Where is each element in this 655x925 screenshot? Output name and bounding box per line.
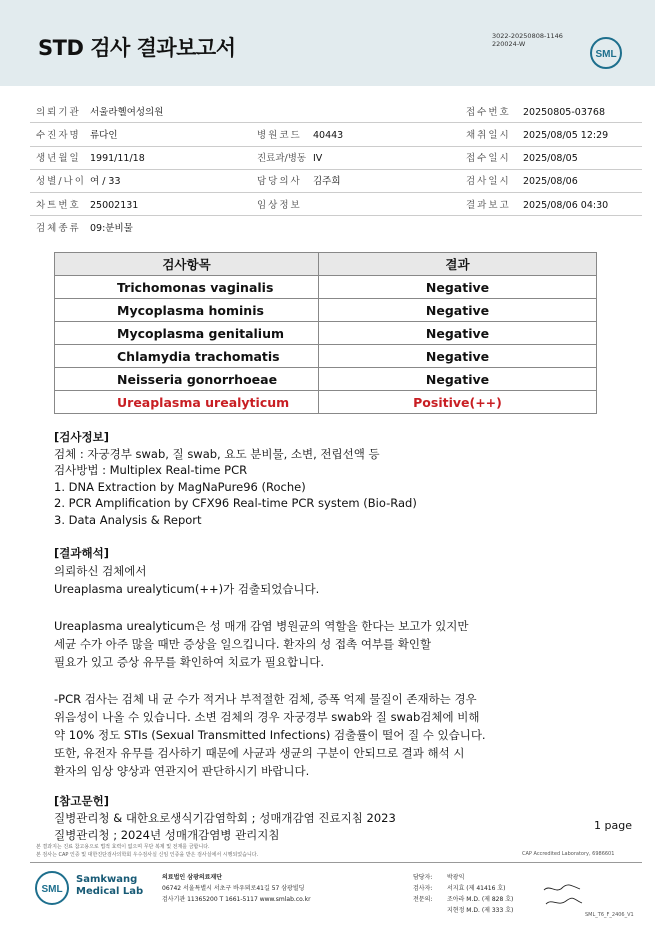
cap-accreditation: CAP Accredited Laboratory, 6986601 <box>522 851 615 857</box>
name-label: 수진자명 <box>36 130 81 141</box>
address-line: 06742 서울특별시 서초구 바우뫼로41길 57 삼광빌딩 <box>162 885 305 892</box>
test-item: Ureaplasma urealyticum <box>55 391 319 414</box>
doctor-value: 김주희 <box>313 176 341 187</box>
column-header-result: 결과 <box>319 253 597 276</box>
staff-row: 전문의: 조아라 M.D. (제 828 호) <box>413 896 514 903</box>
ward-code-label: 병원코드 <box>257 130 302 141</box>
staff-list <box>413 872 513 916</box>
reference-line: 질병관리청 ; 2024년 성매개감염병 관리지침 <box>54 828 280 842</box>
test-info-line: 검사방법 : Multiplex Real-time PCR <box>54 463 248 477</box>
doctor-label: 담당의사 <box>257 176 302 187</box>
divider <box>30 146 642 147</box>
signature-image <box>540 880 586 910</box>
test-item: Chlamydia trachomatis <box>55 345 319 368</box>
institution-value: 서울라헬여성의원 <box>90 107 164 118</box>
report-title: STD 검사 결과보고서 <box>38 36 236 60</box>
interpretation-line: 환자의 임상 양상과 연관지어 판단하시기 바랍니다. <box>54 764 310 779</box>
test-result: Positive(++) <box>319 391 597 414</box>
disclaimer-2: 본 검사는 CAP 인증 및 대한진단검사의학회 우수검사실 신임 인증을 받은 검사실에서 시행되었습니다. <box>36 852 259 858</box>
test-date-value: 2025/08/06 <box>523 176 578 187</box>
table-row <box>55 368 597 391</box>
institution-label: 의뢰기관 <box>36 107 81 118</box>
sml-logo-icon <box>34 870 70 906</box>
chart-label: 차트번호 <box>36 200 81 211</box>
references-title: [참고문헌] <box>54 794 109 808</box>
sml-logo-icon <box>589 36 623 70</box>
divider <box>30 122 642 123</box>
document-codes <box>492 32 563 48</box>
test-info-line: 1. DNA Extraction by MagNaPure96 (Roche) <box>54 479 306 494</box>
interpretation-line: -PCR 검사는 검체 내 균 수가 적거나 부적절한 검체, 증폭 억제 물질이 존재하는 경우 <box>54 691 477 706</box>
interpretation-line: 필요가 있고 증상 유무를 확인하여 치료가 필요합니다. <box>54 655 324 670</box>
clinical-label: 임상정보 <box>257 200 302 211</box>
test-item: Trichomonas vaginalis <box>55 276 319 299</box>
receipt-date-value: 2025/08/05 <box>523 153 578 164</box>
test-date-label: 검사일시 <box>466 176 511 187</box>
name-value: 류다인 <box>90 130 118 141</box>
divider <box>30 215 642 216</box>
report-date-value: 2025/08/06 04:30 <box>523 200 609 211</box>
logo-text: SML <box>595 49 617 60</box>
specimen-value: 09:분비물 <box>90 223 133 234</box>
page-number: 1 page <box>594 819 632 832</box>
interpretation-section <box>54 544 486 781</box>
logo-text: SML <box>41 884 63 895</box>
footer-divider <box>30 862 642 863</box>
results-header-row <box>55 253 597 276</box>
chart-value: 25002131 <box>90 200 139 211</box>
interpretation-line: 약 10% 정도 STIs (Sexual Transmitted Infections) 검출률이 떨어 질 수 있습니다. <box>54 728 486 742</box>
dept-value: IV <box>313 153 323 164</box>
contact-line: 검사기관 11365200 T 1661-5117 www.smlab.co.kr <box>162 896 311 903</box>
test-item: Mycoplasma hominis <box>55 299 319 322</box>
table-row <box>55 322 597 345</box>
results-table <box>54 252 597 414</box>
sex-age-label: 성별/나이 <box>36 176 86 187</box>
test-info-line: 2. PCR Amplification by CFX96 Real-time PCR system (Bio-Rad) <box>54 496 417 510</box>
table-row <box>55 299 597 322</box>
receipt-no-value: 20250805-03768 <box>523 107 606 118</box>
report-date-label: 결과보고 <box>466 200 511 211</box>
references-section <box>54 793 396 844</box>
interpretation-line: 의뢰하신 검체에서 <box>54 564 147 579</box>
test-info-line: 검체 : 자궁경부 swab, 질 swab, 요도 분비물, 소변, 전립선액 등 <box>54 446 380 461</box>
brand-line-1: Samkwang <box>76 874 138 885</box>
test-info-title: [검사정보] <box>54 430 109 444</box>
collect-date-value: 2025/08/05 12:29 <box>523 130 609 141</box>
specimen-label: 검체종류 <box>36 223 81 234</box>
test-result: Negative <box>319 322 597 345</box>
interpretation-line <box>54 671 486 689</box>
test-result: Negative <box>319 345 597 368</box>
test-item: Mycoplasma genitalium <box>55 322 319 345</box>
divider <box>30 192 642 193</box>
foundation-name: 의료법인 삼광의료재단 <box>162 874 223 881</box>
doc-code-1: 3022-20250808-1146 <box>492 32 563 40</box>
test-info-line: 3. Data Analysis & Report <box>54 512 202 527</box>
interpretation-line: Ureaplasma urealyticum(++)가 검출되었습니다. <box>54 582 320 597</box>
column-header-item: 검사항목 <box>55 253 319 276</box>
disclaimer-1: 본 결과지는 진료 참고용으로 법적 효력이 없으며 무단 복제 및 전재를 금합니다. <box>36 844 210 850</box>
staff-row: 지현정 M.D. (제 333 호) <box>447 907 514 914</box>
test-result: Negative <box>319 276 597 299</box>
collect-date-label: 채취일시 <box>466 130 511 141</box>
staff-row: 검사자: 서지효 (제 41416 호) <box>413 885 506 892</box>
reference-line: 질병관리청 & 대한요로생식기감염학회 ; 성매개감염 진료지침 2023 <box>54 811 396 825</box>
test-item: Neisseria gonorrhoeae <box>55 368 319 391</box>
test-result: Negative <box>319 368 597 391</box>
interpretation-line <box>54 599 486 617</box>
birth-value: 1991/11/18 <box>90 153 145 164</box>
ward-code-value: 40443 <box>313 130 344 141</box>
staff-row: 담당자: 박광익 <box>413 874 465 881</box>
birth-label: 생년월일 <box>36 153 81 164</box>
dept-label: 진료과/병동 <box>257 153 307 164</box>
lab-address <box>162 872 311 905</box>
table-row <box>55 276 597 299</box>
report-header <box>0 0 655 86</box>
doc-code-2: 220024-W <box>492 40 526 48</box>
interpretation-title: [결과해석] <box>54 546 109 560</box>
brand-name <box>76 874 143 898</box>
table-row-positive <box>55 391 597 414</box>
test-result: Negative <box>319 299 597 322</box>
interpretation-line: 위음성이 나올 수 있습니다. 소변 검체의 경우 자궁경부 swab와 질 swab검체에 비해 <box>54 709 480 724</box>
table-row <box>55 345 597 368</box>
interpretation-line: 또한, 유전자 유무를 검사하기 때문에 사균과 생균의 구분이 안되므로 결과 해석 시 <box>54 746 465 761</box>
divider <box>30 169 642 170</box>
brand-line-2: Medical Lab <box>76 886 144 897</box>
sex-age-value: 여 / 33 <box>90 176 121 187</box>
form-code: SML_T6_F_2406_V1 <box>585 912 634 918</box>
receipt-no-label: 접수번호 <box>466 107 511 118</box>
interpretation-line: 세균 수가 아주 많을 때만 증상을 일으킵니다. 환자의 성 접촉 여부를 확인할 <box>54 637 432 651</box>
interpretation-line: Ureaplasma urealyticum은 성 매개 감염 병원균의 역할을 한다는 보고가 있지만 <box>54 618 469 633</box>
test-info-section <box>54 429 417 528</box>
receipt-date-label: 접수일시 <box>466 153 511 164</box>
